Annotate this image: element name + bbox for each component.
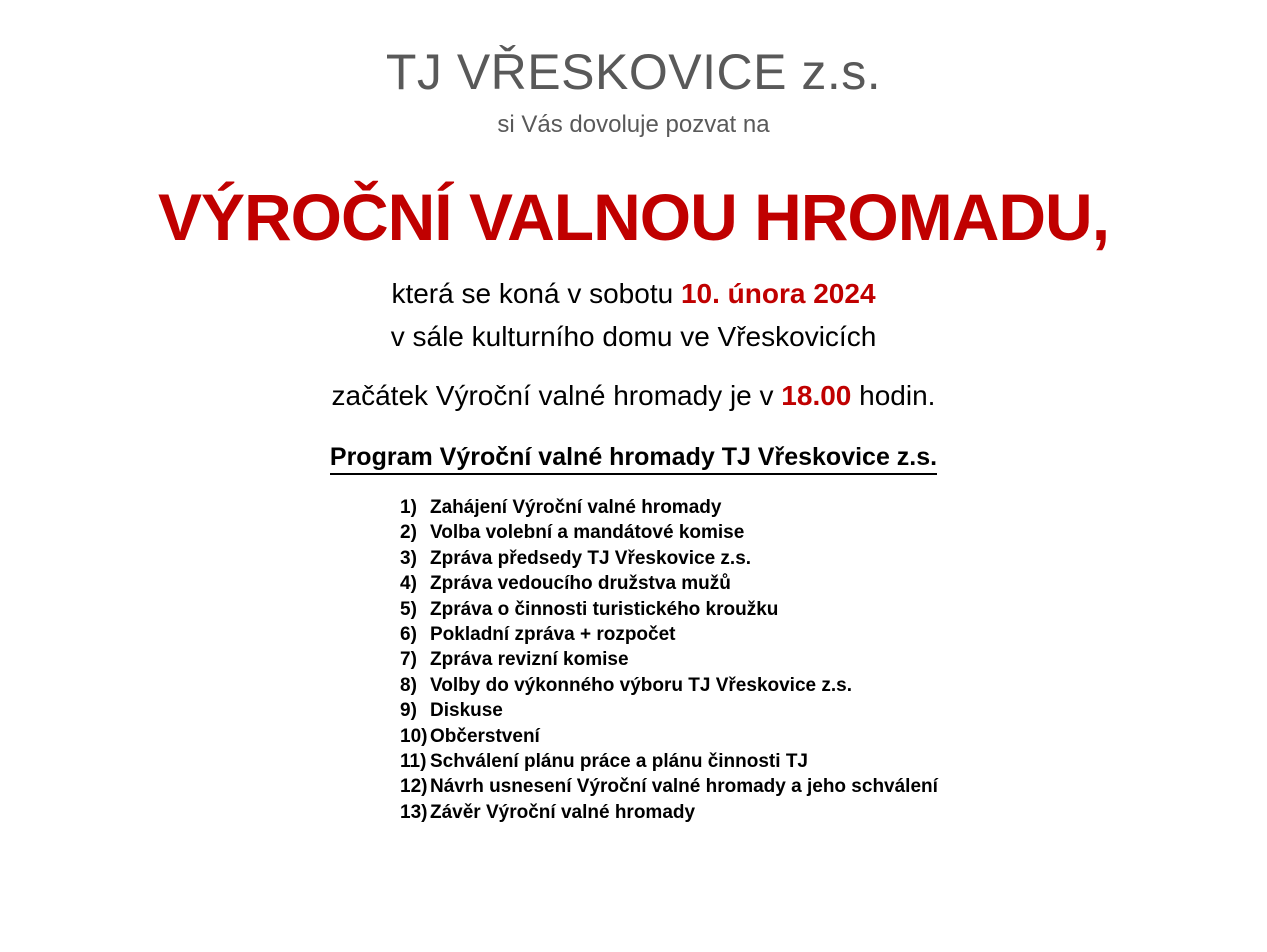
item-number: 3)	[400, 547, 417, 569]
list-item	[400, 520, 1267, 545]
item-text: Schválení plánu práce a plánu činnosti TJ	[430, 751, 808, 773]
start-time-line	[0, 380, 1267, 412]
date-line	[0, 272, 1267, 315]
list-item	[400, 774, 1267, 799]
item-text: Závěr Výroční valné hromady	[430, 801, 696, 823]
item-number: 4)	[400, 573, 417, 595]
item-number: 11)	[400, 751, 427, 773]
program-heading: Program Výroční valné hromady TJ Vřeskovice z.s.	[330, 442, 937, 475]
item-text: Zpráva vedoucího družstva mužů	[430, 573, 731, 595]
item-number: 5)	[400, 598, 417, 620]
venue-line: v sále kulturního domu ve Vřeskovicích	[390, 321, 877, 352]
invite-line: si Vás dovoluje pozvat na	[497, 111, 770, 138]
org-title: TJ VŘESKOVICE z.s.	[385, 44, 882, 100]
item-number: 6)	[400, 624, 417, 646]
item-text: Pokladní zpráva + rozpočet	[430, 624, 676, 646]
item-text: Diskuse	[430, 700, 503, 722]
start-line-suffix: hodin.	[851, 380, 936, 411]
item-number: 8)	[400, 674, 417, 696]
item-number: 2)	[400, 522, 417, 544]
item-number: 9)	[400, 700, 417, 722]
list-item	[400, 647, 1267, 672]
program-heading-wrap	[0, 442, 1267, 475]
item-text: Zpráva o činnosti turistického kroužku	[430, 598, 779, 620]
event-details	[0, 272, 1267, 358]
list-item	[400, 546, 1267, 571]
date-line-prefix: která se koná v sobotu	[391, 278, 681, 309]
list-item	[400, 622, 1267, 647]
list-item	[400, 571, 1267, 596]
list-item	[400, 495, 1267, 520]
list-item	[400, 800, 1267, 825]
item-number: 10)	[400, 725, 428, 747]
item-text: Zpráva předsedy TJ Vřeskovice z.s.	[430, 547, 752, 569]
list-item	[400, 724, 1267, 749]
item-text: Volby do výkonného výboru TJ Vřeskovice z.s.	[430, 674, 852, 696]
list-item	[400, 673, 1267, 698]
event-title: VÝROČNÍ VALNOU HROMADU,	[157, 180, 1110, 254]
item-text: Občerstvení	[430, 725, 540, 747]
item-number: 12)	[400, 776, 428, 798]
start-line-prefix: začátek Výroční valné hromady je v	[331, 380, 782, 411]
item-number: 1)	[400, 497, 417, 518]
item-text: Návrh usnesení Výroční valné hromady a jeho schválení	[430, 776, 938, 798]
item-number: 7)	[400, 649, 417, 671]
list-item	[400, 749, 1267, 774]
item-number: 13)	[400, 801, 428, 823]
start-time-value: 18.00	[781, 380, 852, 411]
list-item	[400, 698, 1267, 723]
list-item	[400, 597, 1267, 622]
date-value: 10. února 2024	[680, 278, 876, 309]
item-text: Zpráva revizní komise	[430, 649, 629, 671]
item-text: Volba volební a mandátové komise	[430, 522, 745, 544]
program-list	[400, 495, 1267, 825]
item-text: Zahájení Výroční valné hromady	[430, 497, 722, 518]
